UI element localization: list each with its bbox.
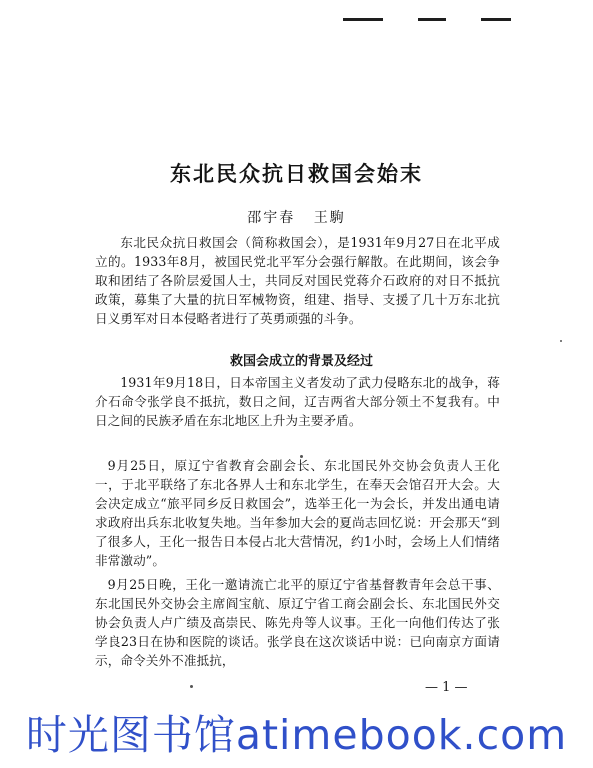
scan-mark — [418, 18, 446, 21]
article-title: 东北民众抗日救国会始末 — [170, 161, 423, 186]
scan-speck — [560, 340, 562, 342]
section-heading: 救国会成立的背景及经过 — [229, 354, 373, 369]
scan-mark — [481, 18, 511, 21]
page-number: — 1 — — [425, 680, 468, 695]
article-authors: 邵宇春 王駒 — [247, 210, 346, 226]
scan-speck — [190, 685, 193, 688]
watermark-text: 时光图书馆atimebook.com — [25, 711, 568, 759]
scan-mark — [343, 18, 383, 21]
paragraph: 9月25日，原辽宁省教育会副会长、东北国民外交协会负责人王化一，于北平联络了东北各界人士和东北学生，在奉天会馆召开大会。大会决定成立“旅平同乡反日救国会”，选举王化一为会长，并发出通电请求政府出兵东北收复失地。当年参加大会的夏尚志回忆说：开会那天“到了很多人，王化一报告日本侵占北大营情况，约1小时，会场上人们情绪非常激动”。 — [95, 458, 500, 569]
paragraph: 东北民众抗日救国会（简称救国会），是1931年9月27日在北平成立的。1933年8月，被国民党北平军分会强行解散。在此期间，该会争取和团结了各阶层爱国人士，共同反对国民党蒋介石政府的对日不抵抗政策，募集了大量的抗日军械物资，组建、指导、支援了几十万东北抗日义勇军对日本侵略者进行了英勇顽强的斗争。 — [95, 235, 500, 327]
paragraph: 1931年9月18日，日本帝国主义者发动了武力侵略东北的战争，蒋介石命令张学良不抵抗，数日之间，辽吉两省大部分领土不复我有。中日之间的民族矛盾在东北地区上升为主要矛盾。 — [95, 375, 500, 429]
paragraph: 9月25日晚，王化一邀请流亡北平的原辽宁省基督教青年会总干事、东北国民外交协会主席阎宝航、原辽宁省工商会副会长、东北国民外交协会负责人卢广绩及高崇民、陈先舟等人议事。王化一向他们传达了张学良23日在协和医院的谈话。张学良在这次谈话中说：已向南京方面请示，命令关外不准抵抗， — [95, 577, 500, 669]
scan-speck — [300, 455, 303, 458]
